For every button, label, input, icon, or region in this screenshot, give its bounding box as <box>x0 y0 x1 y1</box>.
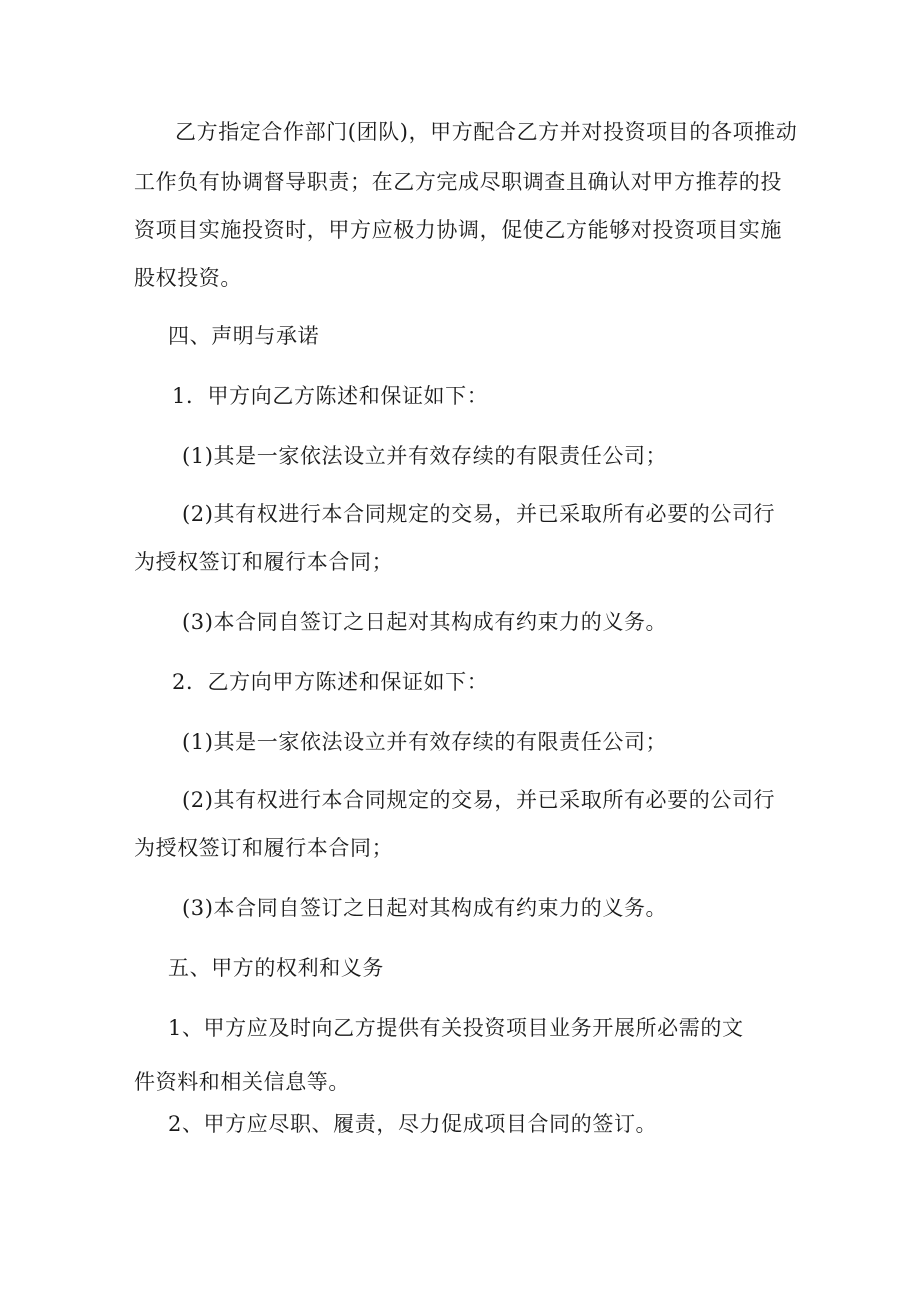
list-item: (2)其有权进行本合同规定的交易，并已采取所有必要的公司行 <box>182 788 776 812</box>
list-item-continuation: 为授权签订和履行本合同； <box>134 550 394 574</box>
list-item: (2)其有权进行本合同规定的交易，并已采取所有必要的公司行 <box>182 502 776 526</box>
paragraph-line: 乙方指定合作部门(团队)，甲方配合乙方并对投资项目的各项推动 <box>175 120 798 144</box>
clause-heading: 1．甲方向乙方陈述和保证如下： <box>172 384 489 408</box>
list-item: (1)其是一家依法设立并有效存续的有限责任公司； <box>182 444 668 468</box>
paragraph-line: 件资料和相关信息等。 <box>134 1070 350 1094</box>
clause-heading: 2．乙方向甲方陈述和保证如下： <box>172 670 489 694</box>
section-heading: 五、甲方的权利和义务 <box>168 956 384 980</box>
paragraph-line: 股权投资。 <box>134 266 242 290</box>
list-item: (3)本合同自签订之日起对其构成有约束力的义务。 <box>182 896 668 920</box>
paragraph-line: 2、甲方应尽职、履责，尽力促成项目合同的签订。 <box>168 1112 658 1136</box>
section-heading: 四、声明与承诺 <box>168 324 320 348</box>
paragraph-line: 工作负有协调督导职责；在乙方完成尽职调查且确认对甲方推荐的投 <box>134 170 782 194</box>
paragraph-line: 资项目实施投资时，甲方应极力协调，促使乙方能够对投资项目实施 <box>134 218 782 242</box>
list-item-continuation: 为授权签订和履行本合同； <box>134 836 394 860</box>
paragraph-line: 1、甲方应及时向乙方提供有关投资项目业务开展所必需的文 <box>168 1016 744 1040</box>
list-item: (3)本合同自签订之日起对其构成有约束力的义务。 <box>182 610 668 634</box>
list-item: (1)其是一家依法设立并有效存续的有限责任公司； <box>182 730 668 754</box>
